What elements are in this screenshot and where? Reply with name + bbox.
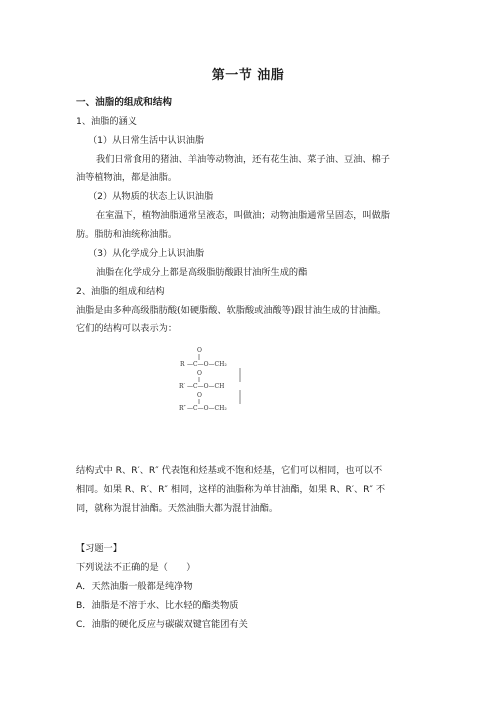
composition-line2: 它们的结构可以表示为： bbox=[76, 323, 178, 334]
formula-row1: —C—O—CH₂ bbox=[187, 361, 227, 368]
item3-title: （3）从化学成分上认识油脂 bbox=[88, 248, 205, 259]
formula-r3: R″ bbox=[179, 405, 186, 412]
exercise-option-a: A．天然油脂一般都是纯净物 bbox=[76, 581, 193, 592]
formula-oxygen-3: O bbox=[197, 392, 202, 399]
formula-r1: R bbox=[180, 361, 185, 368]
item3-text: 油脂在化学成分上都是高级脂肪酸跟甘油所生成的酯 bbox=[96, 267, 308, 278]
item2-title: （2）从物质的状态上认识油脂 bbox=[88, 191, 214, 202]
explanation-line3: 同，就称为混甘油酯。天然油脂大都为混甘油酯。 bbox=[76, 503, 279, 514]
subheading-structure: 2、油脂的组成和结构 bbox=[76, 286, 165, 297]
item1-text-line1: 我们日常食用的猪油、羊油等动物油，还有花生油、菜子油、豆油、棉子 bbox=[96, 154, 390, 165]
formula-r2: R′ bbox=[179, 383, 185, 390]
formula-row2: —C—O—CH bbox=[187, 383, 225, 390]
explanation-line2: 相同。如果 R、R′、R″ 相同，这样的油脂称为单甘油酯，如果 R、R′、R″ 不 bbox=[76, 484, 386, 495]
formula-oxygen-2: O bbox=[197, 370, 202, 377]
page-title: 第一节 油脂 bbox=[211, 68, 285, 83]
exercise-heading: 【习题一】 bbox=[76, 543, 122, 554]
exercise-option-b: B．油脂是不溶于水、比水轻的酯类物质 bbox=[76, 600, 239, 611]
item2-text-line2: 肪。脂肪和油统称油脂。 bbox=[76, 229, 178, 240]
triglyceride-structure-formula bbox=[178, 346, 268, 414]
section-heading: 一、油脂的组成和结构 bbox=[76, 97, 172, 108]
item1-title: （1）从日常生活中认识油脂 bbox=[88, 135, 205, 146]
composition-line1: 油脂是由多种高级脂肪酸(如硬脂酸、软脂酸或油酸等)跟甘油生成的甘油酯。 bbox=[76, 305, 387, 316]
formula-oxygen-1: O bbox=[197, 347, 202, 354]
item2-text-line1: 在室温下，植物油脂通常呈液态，叫做油；动物油脂通常呈固态，叫做脂 bbox=[96, 210, 390, 221]
subheading-definition: 1、油脂的涵义 bbox=[76, 116, 137, 127]
exercise-option-c: C．油脂的硬化反应与碳碳双键官能团有关 bbox=[76, 619, 248, 630]
item1-text-line2: 油等植物油，都是油脂。 bbox=[76, 172, 178, 183]
exercise-question: 下列说法不正确的是（ ） bbox=[76, 562, 196, 573]
explanation-line1: 结构式中 R、R′、R″ 代表饱和烃基或不饱和烃基，它们可以相同，也可以不 bbox=[76, 465, 383, 476]
formula-row3: —C—O—CH₂ bbox=[187, 405, 227, 412]
